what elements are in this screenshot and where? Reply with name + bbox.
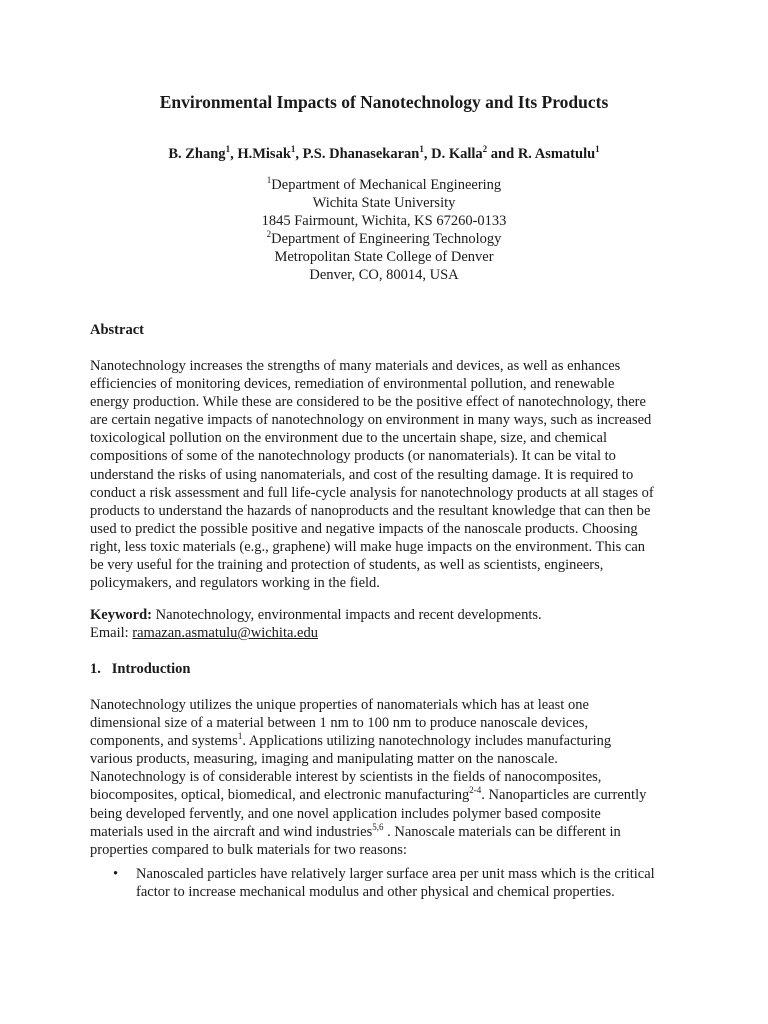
keywords-line bbox=[90, 606, 690, 642]
abstract-line: policymakers, and regulators working in the field. bbox=[90, 575, 380, 592]
introduction-text: Nanotechnology is of considerable interest by scientists in the fields of nanocomposites, bbox=[90, 769, 602, 786]
abstract-line: energy production. While these are considered to be the positive effect of nanotechnology, there bbox=[90, 394, 646, 411]
introduction-text: various products, measuring, imaging and manipulating matter on the nanoscale. bbox=[90, 751, 558, 768]
author-name: R. Asmatulu bbox=[517, 146, 596, 162]
author-name: P.S. Dhanasekaran bbox=[302, 146, 420, 162]
affiliation-line: 1845 Fairmount, Wichita, KS 67260-0133 bbox=[261, 213, 507, 229]
author-affiliation-marker: 2 bbox=[482, 144, 488, 155]
citation-superscript: 2-4 bbox=[469, 785, 482, 796]
author-separator: , bbox=[230, 146, 238, 162]
abstract-line: products to understand the hazards of nanoproducts and the resultant knowledge that can then be bbox=[90, 502, 651, 519]
affiliation-line: Metropolitan State College of Denver bbox=[274, 249, 494, 265]
abstract-line: right, less toxic materials (e.g., graphene) will make huge impacts on the environment. This can bbox=[90, 538, 646, 555]
abstract-line: used to predict the possible positive and negative impacts of the nanoscale products. Choosing bbox=[90, 520, 638, 537]
affiliation-marker: 2 bbox=[266, 229, 272, 240]
section-number: 1. bbox=[90, 661, 101, 677]
email-link[interactable]: ramazan.asmatulu@wichita.edu bbox=[132, 625, 318, 642]
author-affiliation-marker: 1 bbox=[290, 144, 296, 155]
introduction-text: . Applications utilizing nanotechnology includes manufacturing bbox=[242, 733, 612, 750]
abstract-body bbox=[90, 357, 690, 592]
author-affiliation-marker: 1 bbox=[225, 144, 231, 155]
introduction-line bbox=[90, 841, 690, 859]
citation-superscript: 1 bbox=[237, 731, 243, 742]
introduction-line bbox=[90, 823, 690, 841]
introduction-text: Nanotechnology utilizes the unique properties of nanomaterials which has at least one bbox=[90, 697, 589, 713]
keywords-label: Keyword: bbox=[90, 607, 153, 623]
author-separator: , bbox=[295, 146, 303, 162]
keywords-text: Nanotechnology, environmental impacts and recent developments. bbox=[152, 607, 542, 623]
introduction-line bbox=[90, 805, 690, 823]
affiliation-line: $^2$Department of Engineering Technology bbox=[266, 229, 502, 247]
paper-title: Environmental Impacts of Nanotechnology and Its Products bbox=[159, 92, 609, 112]
affiliation-line: Denver, CO, 80014, USA bbox=[309, 267, 459, 283]
introduction-text: properties compared to bulk materials for two reasons: bbox=[90, 841, 407, 858]
author-separator: , bbox=[423, 146, 432, 162]
section-title: Introduction bbox=[111, 661, 191, 677]
author-affiliation-marker: 1 bbox=[419, 144, 424, 155]
email-label: Email: bbox=[90, 625, 133, 642]
introduction-line bbox=[90, 732, 690, 750]
abstract-heading: Abstract bbox=[90, 322, 144, 338]
affiliation-line: Wichita State University bbox=[312, 195, 456, 211]
affiliation-marker: 1 bbox=[266, 175, 272, 186]
abstract-line: conduct a risk assessment and full life-cycle analysis for nanotechnology products at all stages of bbox=[90, 484, 654, 501]
affiliations bbox=[0, 176, 768, 284]
citation-superscript: 5,6 bbox=[372, 821, 384, 832]
introduction-text: materials used in the aircraft and wind industries bbox=[90, 823, 373, 840]
affiliation-line: $^1$Department of Mechanical Engineering bbox=[266, 175, 502, 193]
introduction-line bbox=[90, 750, 690, 768]
author-name: B. Zhang bbox=[168, 146, 226, 162]
abstract-line: understand the risks of using nanomaterials, and cost of the resulting damage. It is required to bbox=[90, 466, 634, 483]
introduction-text: biocomposites, optical, biomedical, and electronic manufacturing bbox=[90, 787, 470, 804]
email-line bbox=[90, 624, 690, 642]
introduction-text: . Nanoscale materials can be different in bbox=[383, 823, 621, 840]
author-list bbox=[0, 146, 768, 163]
introduction-text: dimensional size of a material between 1 nm to 100 nm to produce nanoscale devices, bbox=[90, 715, 589, 732]
author-name: D. Kalla bbox=[431, 146, 483, 162]
author-affiliation-marker: 1 bbox=[595, 144, 600, 155]
abstract-line: Nanotechnology increases the strengths of many materials and devices, as well as enhances bbox=[90, 358, 621, 374]
bullet-line: Nanoscaled particles have relatively larger surface area per unit mass which is the critical bbox=[136, 866, 655, 882]
introduction-line bbox=[90, 696, 690, 714]
abstract-line: be very useful for the training and protection of students, as well as scientists, engineers, bbox=[90, 557, 604, 574]
introduction-heading bbox=[90, 661, 190, 678]
author-separator: and bbox=[487, 146, 518, 162]
bullet-marker: • bbox=[113, 866, 119, 882]
abstract-line: are certain negative impacts of nanotechnology on environment in many ways, such as increased bbox=[90, 412, 652, 429]
abstract-line: toxicological pollution on the environment due to the uncertain shape, size, and chemical bbox=[90, 430, 608, 447]
introduction-body bbox=[90, 696, 690, 859]
introduction-text: components, and systems bbox=[90, 733, 238, 750]
introduction-line bbox=[90, 768, 690, 786]
introduction-line bbox=[90, 714, 690, 732]
abstract-line: efficiencies of monitoring devices, remediation of environmental pollution, and renewable bbox=[90, 376, 615, 393]
abstract-line: compositions of some of the nanotechnology products (or nanomaterials). It can be vital to bbox=[90, 448, 616, 465]
bullet-text bbox=[136, 865, 696, 901]
introduction-text: being developed fervently, and one novel application includes polymer based composite bbox=[90, 805, 601, 822]
introduction-line bbox=[90, 786, 690, 804]
author-name: H.Misak bbox=[237, 146, 291, 162]
introduction-text: . Nanoparticles are currently bbox=[481, 787, 647, 804]
bullet-line: factor to increase mechanical modulus and other physical and chemical properties. bbox=[136, 884, 615, 901]
